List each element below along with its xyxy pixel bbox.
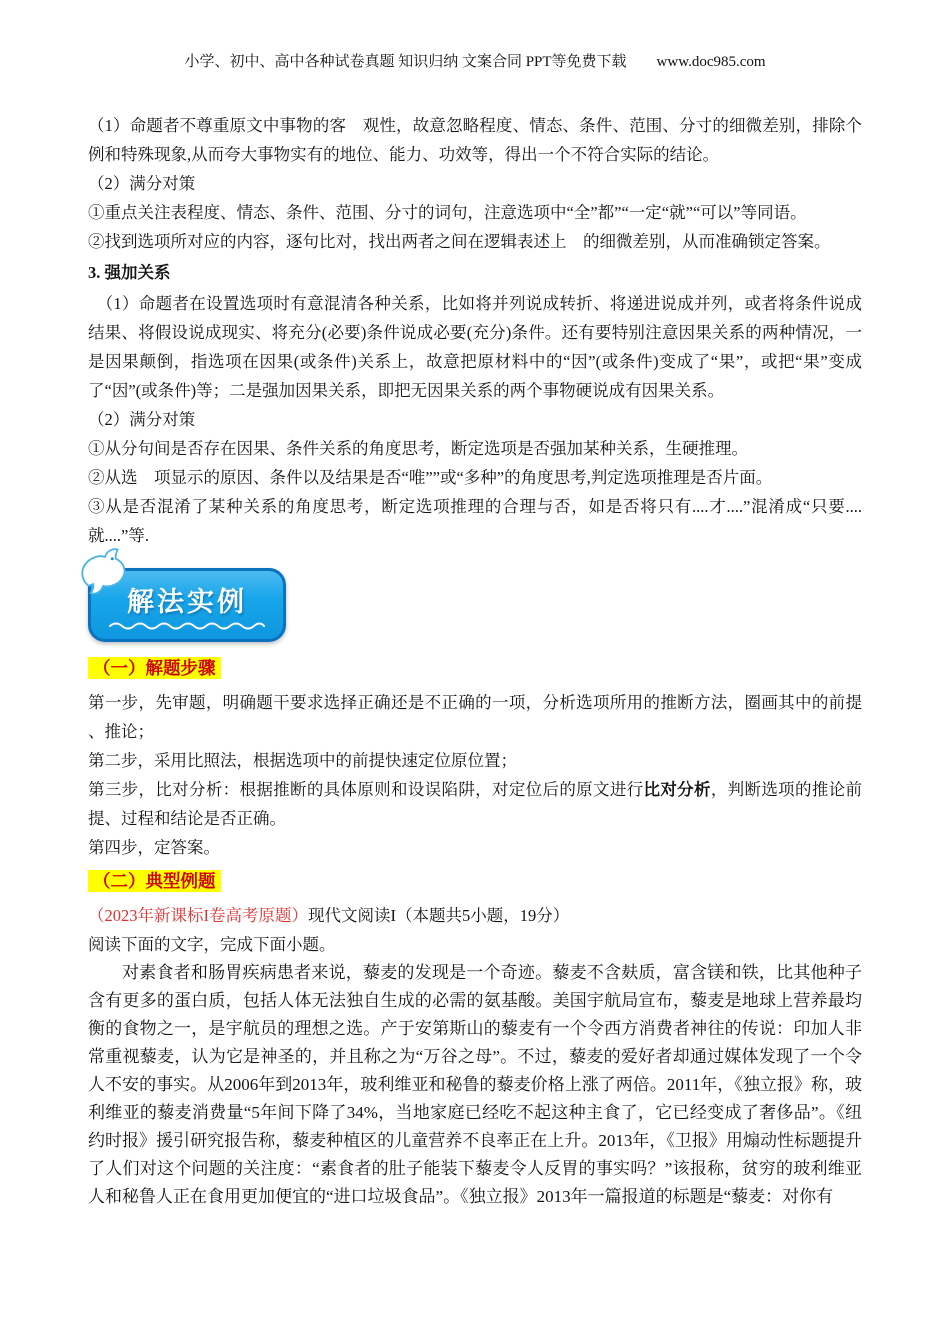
text-line (88, 463, 862, 492)
text-run: 现代文阅读I（本题共5小题，19分） (308, 906, 570, 925)
text-line (88, 169, 862, 198)
text-line (88, 227, 862, 256)
text-line (88, 111, 862, 169)
text-run: ①重点关注表程度、情态、条件、范围、分寸的词句，注意选项中“全”都”“一定“就”“可以”等同语。 (88, 203, 807, 222)
method-example-badge (88, 568, 286, 642)
text-run: 第四步，定答案。 (88, 838, 220, 857)
text-run: 阅读下面的文字，完成下面小题。 (88, 935, 336, 954)
text-line (88, 492, 862, 550)
text-run: 对素食者和肠胃疾病患者来说，藜麦的发现是一个奇迹。藜麦不含麸质，富含镁和铁，比其他种子含有更多的蛋白质，包括人体无法独自生成的必需的氨基酸。美国宇航局宣布，藜麦是地球上营养最均衡的食物之一，是宇航员的理想之选。产于安第斯山的藜麦有一个令西方消费者神往的传说：印加人非常重视藜麦，认为它是神圣的，并且称之为“万谷之母”。不过，藜麦的爱好者却通过媒体发现了一个令人不安的事实。从2006年到2013年，玻利维亚和秘鲁的藜麦价格上涨了两倍。2011年，《独立报》称，玻利维亚的藜麦消费量“5年间下降了34%，当地家庭已经吃不起这种主食了，它已经变成了奢侈品”。《纽约时报》援引研究报告称，藜麦种植区的儿童营养不良率正在上升。2013年，《卫报》用煽动性标题提升了人们对这个问题的关注度：“素食者的肚子能装下藜麦令人反胃的事实吗？”该报称，贫穷的玻利维亚人和秘鲁人正在食用更加便宜的“进口垃圾食品”。《独立报》2013年一篇报道的标题是“藜麦：对你有 (88, 963, 862, 1206)
text-line (88, 746, 862, 775)
wavy-underline-icon (108, 620, 266, 630)
text-line (88, 434, 862, 463)
page-header (88, 50, 862, 71)
red-label: （2023年新课标I卷高考原题） (88, 906, 308, 925)
text-run: ，判断选项的推论前提、过程和结论是否正确。 (88, 780, 863, 828)
text-run: （1）命题者在设置选项时有意混清各种关系，比如将并列说成转折、将递进说成并列，或者将条件说成结果、将假设说成现实、将充分(必要)条件说成必要(充分)条件。还有要特别注意因果关系的两种情况，一是因果颠倒，指选项在因果(或条件)关系上，故意把原材料中的“因”(或条件)变成了“果”，或把“果”变成了“因”(或条件)等；二是强加因果关系，即把无因果关系的两个事物硬说成有因果关系。 (88, 294, 862, 400)
sub-heading (88, 258, 862, 287)
document-body (88, 111, 862, 1211)
text-line (88, 289, 862, 405)
header-text: 小学、初中、高中各种试卷真题 知识归纳 文案合同 PPT等免费下载 (184, 54, 627, 70)
header-url[interactable]: www.doc985.com (656, 54, 766, 70)
text-line (88, 198, 862, 227)
text-run: ②找到选项所对应的内容，逐句比对，找出两者之间在逻辑表述上 的细微差别，从而准确锁定答案。 (88, 232, 831, 251)
text-line (88, 930, 862, 959)
text-run: 比对分析 (643, 780, 711, 799)
text-run: 第二步，采用比照法，根据选项中的前提快速定位原位置； (88, 751, 517, 770)
text-line (88, 405, 862, 434)
text-run: ③从是否混淆了某种关系的角度思考，断定选项推理的合理与否，如是否将只有....才....”混淆成“只要....就....”等. (88, 497, 862, 545)
text-run: （2）满分对策 (88, 174, 196, 193)
text-run: 3. 强加关系 (88, 263, 171, 282)
badge-label: 解法实例 (127, 587, 247, 617)
section-heading (88, 867, 862, 896)
text-run: （一）解题步骤 (88, 657, 221, 679)
text-line (88, 688, 862, 746)
text-run: （1）命题者不尊重原文中事物的客 观性，故意忽略程度、情态、条件、范围、分寸的细微差别，排除个例和特殊现象,从而夸大事物实有的地位、能力、功效等，得出一个不符合实际的结论。 (88, 116, 862, 164)
text-line (88, 833, 862, 862)
text-run: ①从分句间是否存在因果、条件关系的角度思考，断定选项是否强加某种关系，生硬推理。 (88, 439, 748, 458)
passage-paragraph (88, 959, 862, 1211)
section-heading (88, 654, 862, 683)
text-run: （2）满分对策 (88, 410, 196, 429)
text-run: 第三步，比对分析：根据推断的具体原则和设误陷阱，对定位后的原文进行 (88, 780, 644, 799)
text-line (88, 775, 862, 833)
text-line (88, 901, 862, 930)
text-run: （二）典型例题 (88, 870, 221, 892)
text-run: ②从选 项显示的原因、条件以及结果是否“唯””或“多种”的角度思考,判定选项推理是否片面。 (88, 468, 773, 487)
dolphin-icon (75, 546, 135, 604)
text-run: 第一步，先审题，明确题干要求选择正确还是不正确的一项，分析选项所用的推断方法，圈画其中的前提 、推论； (88, 693, 862, 741)
